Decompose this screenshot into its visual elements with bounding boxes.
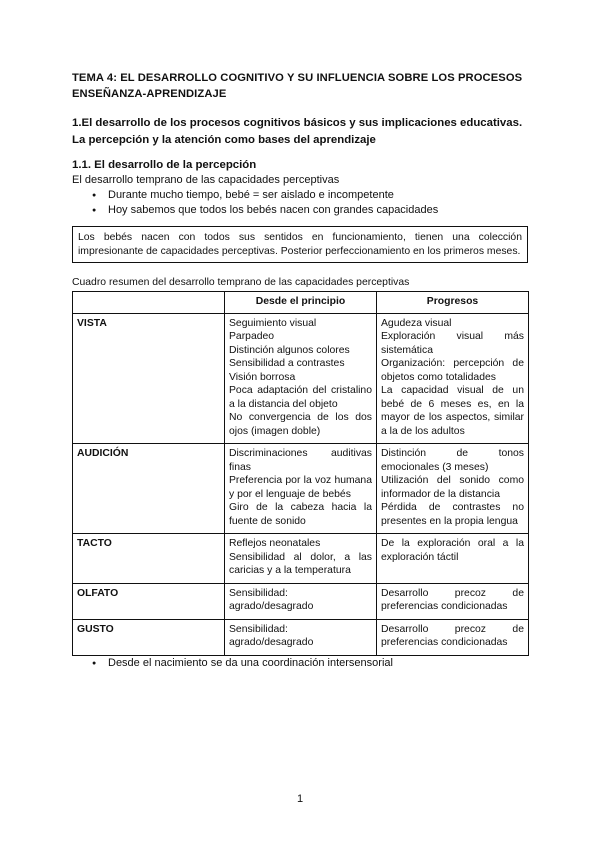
list-item: ● Durante mucho tiempo, bebé = ser aislado e incompetente — [92, 188, 528, 203]
progresos-line: Agudeza visual — [381, 317, 452, 329]
table-caption: Cuadro resumen del desarrollo temprano de las capacidades perceptivas — [72, 277, 410, 288]
final-bullet-list — [72, 656, 528, 671]
sense-cell: AUDICIÓN — [73, 444, 225, 534]
principio-cell — [225, 619, 377, 655]
progresos-line: Exploración visual más sistemática — [381, 331, 524, 356]
principio-line: Sensibilidad: agrado/desagrado — [229, 587, 314, 612]
principio-line: Visión borrosa — [229, 371, 296, 383]
progresos-line: Distinción de tonos emocionales (3 meses) — [381, 448, 524, 473]
principio-line: Discriminaciones auditivas finas — [229, 448, 372, 473]
principio-line: Sensibilidad al dolor, a las caricias y a la temperatura — [229, 551, 372, 576]
principio-line: Preferencia por la voz humana y por el lenguaje de bebés — [229, 475, 372, 500]
progresos-line: Desarrollo precoz de preferencias condicionadas — [381, 587, 524, 612]
header-progresos: Progresos — [377, 292, 529, 314]
table-row — [73, 619, 529, 655]
principio-line: Poca adaptación del cristalino a la distancia del objeto — [229, 385, 372, 410]
bullet-list — [72, 188, 528, 218]
principio-line: No convergencia de los dos ojos (imagen doble) — [229, 412, 372, 437]
highlight-box: Los bebés nacen con todos sus sentidos en funcionamiento, tienen una colección impresionante de capacidades perceptivas. Posterior perfeccionamiento en los primeros meses. — [72, 226, 528, 263]
table-header-row — [73, 292, 529, 314]
progresos-line: Organización: percepción de objetos como totalidades — [381, 358, 524, 383]
perception-table — [72, 291, 529, 656]
progresos-cell — [377, 534, 529, 584]
progresos-cell — [377, 313, 529, 444]
header-principio: Desde el principio — [225, 292, 377, 314]
table-row — [73, 534, 529, 584]
list-item: ● Desde el nacimiento se da una coordinación intersensorial — [92, 656, 528, 671]
principio-cell — [225, 534, 377, 584]
progresos-cell — [377, 444, 529, 534]
progresos-line: La capacidad visual de un bebé de 6 meses es, en la mayor de los aspectos, similar a la de los adultos — [381, 385, 524, 437]
principio-line: Reflejos neonatales — [229, 538, 321, 549]
document-page — [72, 70, 528, 671]
table-row — [73, 444, 529, 534]
principio-line: Parpadeo — [229, 331, 275, 342]
progresos-cell — [377, 619, 529, 655]
sense-cell: VISTA — [73, 313, 225, 444]
progresos-line: De la exploración oral a la exploración táctil — [381, 538, 524, 563]
progresos-line: Utilización del sonido como informador de la distancia — [381, 475, 524, 500]
page-title: TEMA 4: EL DESARROLLO COGNITIVO Y SU INFLUENCIA SOBRE LOS PROCESOS ENSEÑANZA-APRENDIZAJE — [72, 72, 523, 100]
intro-text: El desarrollo temprano de las capacidades perceptivas — [72, 174, 340, 186]
sense-cell: OLFATO — [73, 583, 225, 619]
principio-line: Sensibilidad a contrastes — [229, 358, 345, 369]
progresos-cell — [377, 583, 529, 619]
section-heading: 1.El desarrollo de los procesos cognitivos básicos y sus implicaciones educativas. La percepción y la atención como bases del aprendizaje — [72, 117, 523, 146]
subsection-heading: 1.1. El desarrollo de la percepción — [72, 159, 257, 171]
principio-cell — [225, 313, 377, 444]
principio-cell — [225, 583, 377, 619]
table-row — [73, 583, 529, 619]
principio-line: Seguimiento visual — [229, 317, 317, 329]
header-empty — [73, 292, 225, 314]
table-body — [73, 313, 529, 655]
sense-cell: GUSTO — [73, 619, 225, 655]
principio-line: Sensibilidad: agrado/desagrado — [229, 623, 314, 648]
principio-cell — [225, 444, 377, 534]
progresos-line: Pérdida de contrastes no presentes en la propia lengua — [381, 502, 524, 527]
principio-line: Giro de la cabeza hacia la fuente de sonido — [229, 502, 372, 527]
list-item: ● Hoy sabemos que todos los bebés nacen con grandes capacidades — [92, 203, 528, 218]
progresos-line: Desarrollo precoz de preferencias condicionadas — [381, 623, 524, 648]
sense-cell: TACTO — [73, 534, 225, 584]
page-number: 1 — [296, 793, 304, 805]
table-row — [73, 313, 529, 444]
principio-line: Distinción algunos colores — [229, 344, 350, 356]
